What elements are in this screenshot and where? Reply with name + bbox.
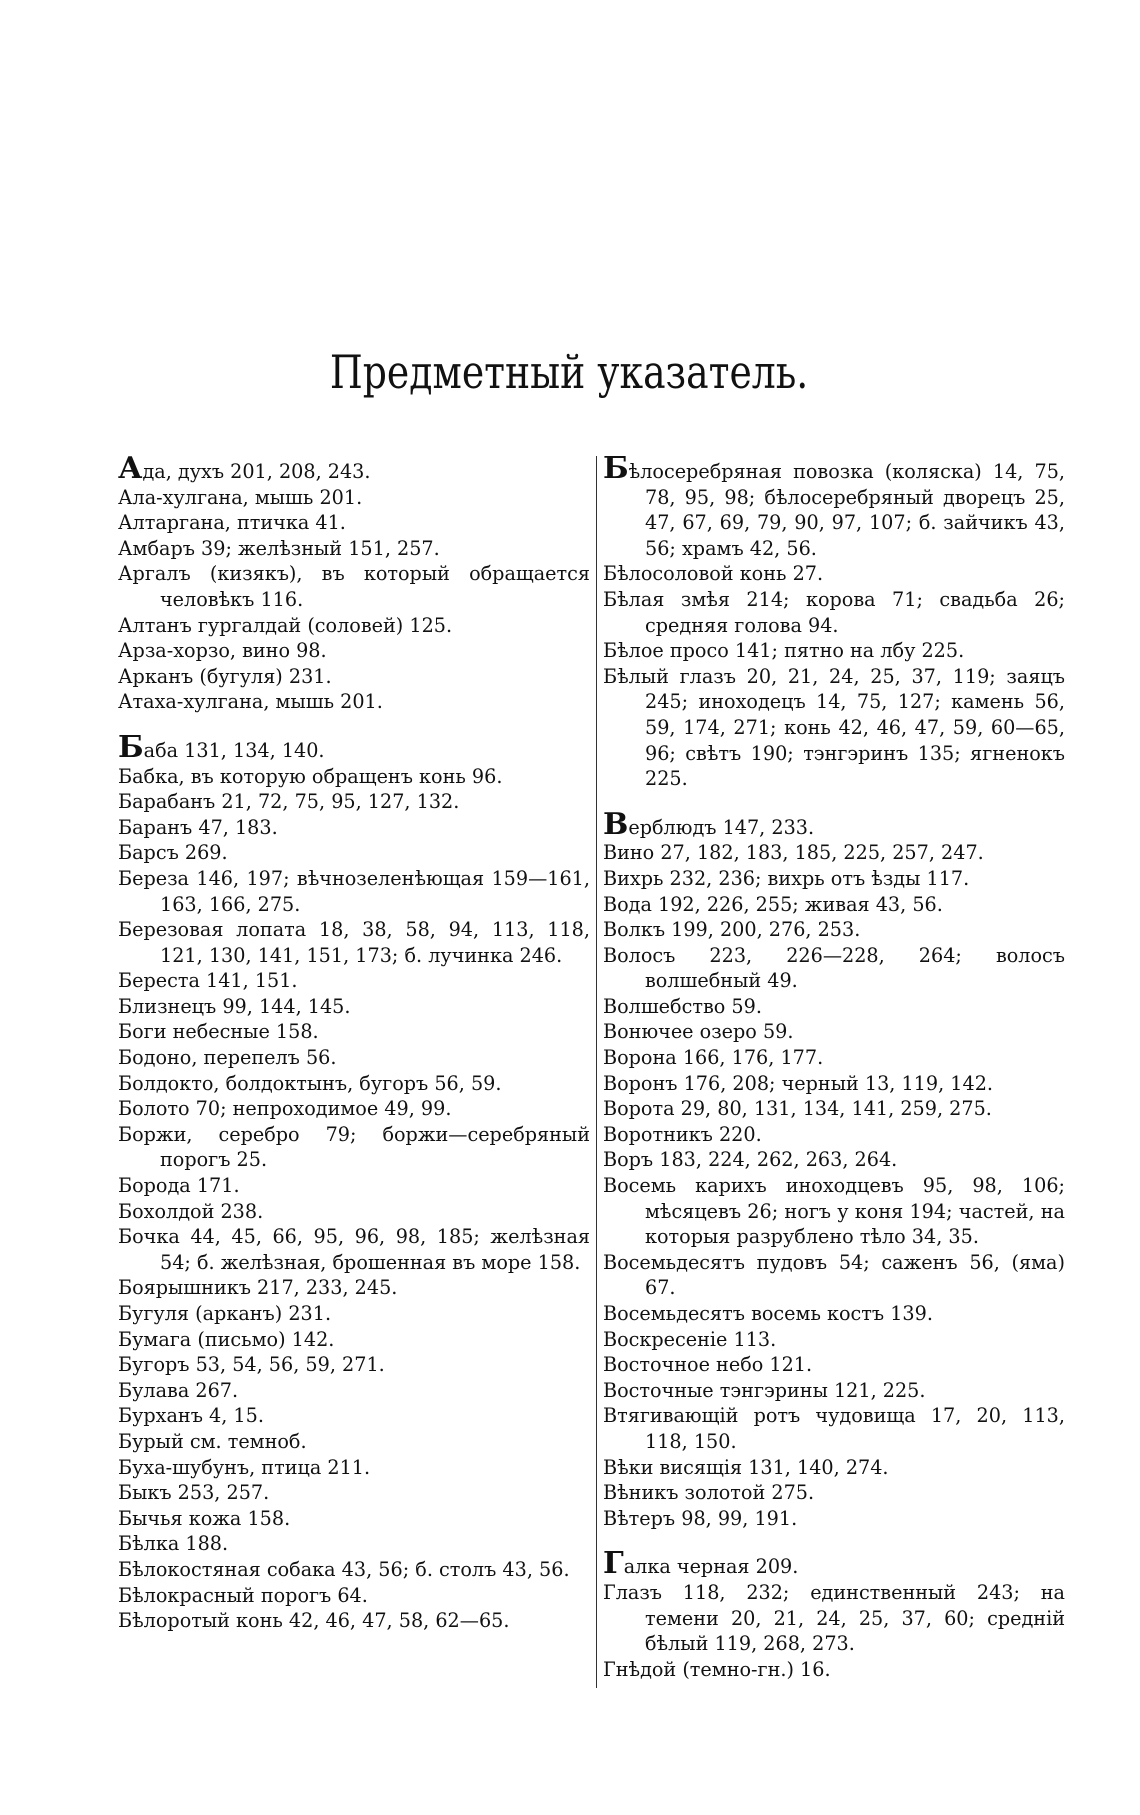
index-entry: Бѣлка 188.: [118, 1532, 229, 1556]
index-entry: Ворота 29, 80, 131, 134, 141, 259, 275.: [603, 1097, 992, 1121]
index-entry: Ала-хулгана, мышь 201.: [118, 485, 363, 509]
index-entry: Бурханъ 4, 15.: [118, 1404, 264, 1428]
index-entry: Вино 27, 182, 183, 185, 225, 257, 247.: [603, 841, 984, 865]
index-entry: Бычья кожа 158.: [118, 1506, 291, 1530]
index-entry: Вѣки висящія 131, 140, 274.: [603, 1455, 889, 1479]
index-entry: Восточные тэнгэрины 121, 225.: [603, 1378, 926, 1402]
index-entry: Волосъ 223, 226—228, 264; волосъ волшебный 49.: [603, 943, 1065, 993]
index-entry: Бѣлоротый конь 42, 46, 47, 58, 62—65.: [118, 1609, 510, 1633]
index-entry: Буха-шубунъ, птица 211.: [118, 1455, 371, 1479]
index-entry: Восемьдесятъ восемь костъ 139.: [603, 1302, 933, 1325]
index-entry: Береста 141, 151.: [118, 969, 298, 993]
index-entry: Боржи, серебро 79; боржи—серебряный порогъ 25.: [118, 1122, 590, 1172]
index-entry: Булава 267.: [118, 1378, 239, 1402]
index-entry: Боярышникъ 217, 233, 245.: [118, 1276, 398, 1300]
index-entry: Воскресеніе 113.: [603, 1327, 777, 1351]
index-entry: Атаха-хулгана, мышь 201.: [118, 690, 383, 714]
index-entry: Вонючее озеро 59.: [603, 1020, 794, 1044]
index-entry: Алтаргана, птичка 41.: [118, 511, 346, 535]
index-entry: Гнѣдой (темно-гн.) 16.: [603, 1657, 831, 1681]
index-entry: Восемь карихъ иноходцевъ 95, 98, 106; мѣсяцевъ 26; ногъ у коня 194; частей, на которыя разрублено тѣло 34, 35.: [603, 1174, 1065, 1249]
index-entry: Воронъ 176, 208; черный 13, 119, 142.: [603, 1071, 994, 1095]
index-entry: Арканъ (бугуля) 231.: [118, 664, 332, 688]
index-entry: Волкъ 199, 200, 276, 253.: [603, 918, 861, 942]
index-entry: Борода 171.: [118, 1174, 240, 1198]
index-entry: Барабанъ 21, 72, 75, 95, 127, 132.: [118, 790, 460, 814]
index-entry: Ада, духъ 201, 208, 243.: [118, 451, 371, 486]
index-entry: Вода 192, 226, 255; живая 43, 56.: [603, 892, 943, 916]
index-entry: Баба 131, 134, 140.: [118, 729, 325, 765]
index-entry: Барсъ 269.: [118, 841, 228, 865]
index-entry: Быкъ 253, 257.: [118, 1481, 270, 1505]
index-entry: Вѣникъ золотой 275.: [603, 1481, 815, 1505]
index-entry: Галка черная 209.: [603, 1546, 799, 1582]
index-entry: Бѣлое просо 141; пятно на лбу 225.: [603, 639, 965, 663]
index-entry: Бочка 44, 45, 66, 95, 96, 98, 185; желѣзная 54; б. желѣзная, брошенная въ море 158.: [118, 1225, 590, 1274]
index-entry: Березовая лопата 18, 38, 58, 94, 113, 118, 121, 130, 141, 151, 173; б. лучинка 246.: [118, 918, 590, 967]
index-entry: Вихрь 232, 236; вихрь отъ ѣзды 117.: [603, 866, 970, 890]
index-entry: Бѣлая змѣя 214; корова 71; свадьба 26; средняя голова 94.: [603, 587, 1065, 637]
index-entry: Болдокто, болдоктынъ, бугоръ 56, 59.: [118, 1071, 502, 1095]
index-entry: Втягивающій ротъ чудовища 17, 20, 113, 118, 150.: [603, 1404, 1065, 1453]
index-column-left: [118, 451, 590, 1634]
column-divider: [596, 456, 597, 1688]
index-entry: Глазъ 118, 232; единственный 243; на темени 20, 21, 24, 25, 37, 60; средній бѣлый 119, 268, 273.: [603, 1580, 1065, 1656]
index-entry: Восемьдесятъ пудовъ 54; саженъ 56, (яма) 67.: [603, 1250, 1065, 1300]
index-entry: Близнецъ 99, 144, 145.: [118, 994, 351, 1018]
index-entry: Бабка, въ которую обращенъ конь 96.: [118, 764, 503, 788]
index-entry: Воротникъ 220.: [603, 1122, 762, 1146]
index-entry: Восточное небо 121.: [603, 1353, 813, 1377]
section-gap: [603, 792, 1065, 812]
index-entry: Аргалъ (кизякъ), въ который обращается человѣкъ 116.: [118, 562, 590, 611]
index-entry: Болото 70; непроходимое 49, 99.: [118, 1097, 452, 1121]
index-entry: Бугуля (арканъ) 231.: [118, 1302, 332, 1325]
index-entry: Ворона 166, 176, 177.: [603, 1046, 824, 1070]
index-entry: Бумага (письмо) 142.: [118, 1327, 335, 1351]
index-entry: Бѣлосоловой конь 27.: [603, 562, 824, 586]
index-entry: Бѣлый глазъ 20, 21, 24, 25, 37, 119; заяцъ 245; иноходецъ 14, 75, 127; камень 56, 59, 174, 271; конь 42, 46, 47, 59, 60—65, 96; свѣтъ 190; тэнгэринъ 135; ягненокъ 225.: [603, 664, 1065, 791]
index-entry: Алтанъ гургалдай (соловей) 125.: [118, 613, 453, 637]
index-entry: Бохолдой 238.: [118, 1199, 264, 1223]
index-entry: Бѣлокостяная собака 43, 56; б. столъ 43, 56.: [118, 1557, 570, 1581]
index-entry: Вѣтеръ 98, 99, 191.: [603, 1506, 798, 1530]
index-entry: Волшебство 59.: [603, 994, 762, 1018]
index-entry: Бугоръ 53, 54, 56, 59, 271.: [118, 1353, 385, 1377]
page-title: Предметный указатель.: [329, 345, 809, 399]
index-entry: Бѣлосеребряная повозка (коляска) 14, 75, 78, 95, 98; бѣлосеребряный дворецъ 25, 47, 67, 69, 79, 90, 97, 107; б. зайчикъ 43, 56; храмъ 42, 56.: [603, 451, 1065, 560]
index-entry: Амбаръ 39; желѣзный 151, 257.: [118, 536, 440, 560]
index-entry: Верблюдъ 147, 233.: [603, 806, 815, 842]
index-entry: Береза 146, 197; вѣчнозеленѣющая 159—161, 163, 166, 275.: [118, 866, 590, 916]
index-entry: Воръ 183, 224, 262, 263, 264.: [603, 1148, 898, 1172]
index-entry: Бодоно, перепелъ 56.: [118, 1046, 337, 1070]
index-entry: Бурый см. темноб.: [118, 1429, 307, 1453]
section-gap: [118, 715, 590, 735]
index-entry: Арза-хорзо, вино 98.: [118, 639, 327, 663]
index-entry: Бѣлокрасный порогъ 64.: [118, 1583, 368, 1607]
index-entry: Боги небесные 158.: [118, 1020, 319, 1044]
index-column-right: [603, 451, 1065, 1682]
index-entry: Баранъ 47, 183.: [118, 815, 278, 839]
section-gap: [603, 1531, 1065, 1551]
